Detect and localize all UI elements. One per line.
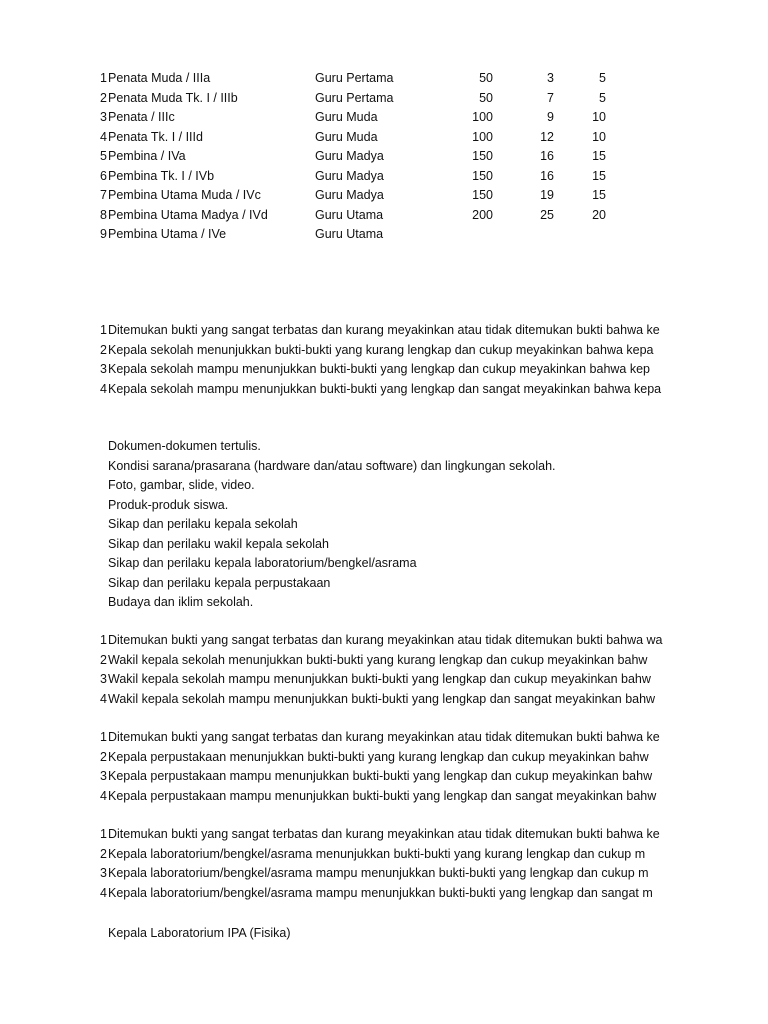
item-text: Kepala laboratorium/bengkel/asrama menunjukkan bukti-bukti yang kurang lengkap dan cukup m: [108, 846, 646, 861]
list-item: Kondisi sarana/prasarana (hardware dan/atau software) dan lingkungan sekolah.: [108, 458, 556, 473]
list-item: [0, 728, 670, 748]
item-number: 2: [100, 652, 107, 667]
value-cell: 25: [540, 207, 554, 222]
value-cell: 150: [472, 149, 493, 163]
jabatan-cell: Guru Pertama: [315, 71, 394, 85]
value-cell: 10: [592, 129, 606, 144]
row-number: 8: [100, 207, 107, 222]
list-item: Sikap dan perilaku wakil kepala sekolah: [108, 536, 329, 551]
table-row: [0, 206, 640, 226]
list-item: [0, 341, 670, 361]
item-text: Ditemukan bukti yang sangat terbatas dan kurang meyakinkan atau tidak ditemukan bukti bahwa wa: [108, 633, 663, 647]
value-cell: 19: [540, 188, 554, 202]
value-cell: 10: [592, 110, 606, 124]
item-number: 4: [100, 691, 107, 706]
list-item: Dokumen-dokumen tertulis.: [108, 439, 261, 453]
row-number: 6: [100, 168, 107, 183]
value-cell: 7: [547, 90, 554, 105]
jabatan-cell: Guru Madya: [315, 168, 384, 183]
pangkat-cell: Penata Muda Tk. I / IIIb: [108, 90, 238, 105]
row-number: 3: [100, 110, 107, 124]
item-number: 3: [100, 362, 107, 376]
item-text: Wakil kepala sekolah mampu menunjukkan bukti-bukti yang lengkap dan cukup meyakinkan bahw: [108, 672, 651, 686]
item-text: Kepala sekolah menunjukkan bukti-bukti yang kurang lengkap dan cukup meyakinkan bahwa kepa: [108, 342, 654, 357]
pangkat-cell: Pembina Utama Madya / IVd: [108, 207, 268, 222]
item-text: Kepala laboratorium/bengkel/asrama mampu menunjukkan bukti-bukti yang lengkap dan sangat m: [108, 885, 653, 900]
row-number: 1: [100, 71, 107, 85]
list-item: [0, 884, 670, 904]
value-cell: 150: [472, 188, 493, 202]
value-cell: 100: [472, 110, 493, 124]
section-heading: Kepala Laboratorium IPA (Fisika): [108, 926, 291, 940]
value-cell: 100: [472, 129, 493, 144]
table-row: [0, 128, 640, 148]
value-cell: 50: [479, 90, 493, 105]
list-item: Sikap dan perilaku kepala laboratorium/bengkel/asrama: [108, 556, 417, 570]
list-item: [0, 845, 670, 865]
value-cell: 15: [592, 149, 606, 163]
value-cell: 20: [592, 207, 606, 222]
value-cell: 15: [592, 188, 606, 202]
jabatan-cell: Guru Madya: [315, 188, 384, 202]
pangkat-cell: Pembina Tk. I / IVb: [108, 168, 215, 183]
item-number: 4: [100, 381, 107, 396]
item-number: 4: [100, 788, 107, 803]
row-number: 5: [100, 149, 107, 163]
item-text: Kepala perpustakaan menunjukkan bukti-bukti yang kurang lengkap dan cukup meyakinkan bahw: [108, 749, 649, 764]
list-item: [0, 321, 670, 341]
row-number: 2: [100, 90, 107, 105]
list-item: [0, 360, 670, 380]
item-number: 1: [100, 827, 107, 841]
item-number: 1: [100, 323, 107, 337]
table-row: [0, 225, 640, 245]
item-text: Kepala sekolah mampu menunjukkan bukti-bukti yang lengkap dan sangat meyakinkan bahwa kepa: [108, 381, 662, 396]
table-row: [0, 89, 640, 109]
table-row: [0, 108, 640, 128]
table-row: [0, 186, 640, 206]
item-text: Ditemukan bukti yang sangat terbatas dan kurang meyakinkan atau tidak ditemukan bukti bahwa ke: [108, 827, 660, 841]
value-cell: 5: [599, 90, 606, 105]
list-item: [0, 825, 670, 845]
item-number: 1: [100, 730, 107, 744]
row-number: 4: [100, 129, 107, 144]
item-text: Ditemukan bukti yang sangat terbatas dan kurang meyakinkan atau tidak ditemukan bukti bahwa ke: [108, 730, 660, 744]
pangkat-cell: Pembina / IVa: [108, 149, 186, 163]
jabatan-cell: Guru Madya: [315, 149, 384, 163]
value-cell: 150: [472, 168, 493, 183]
item-text: Wakil kepala sekolah mampu menunjukkan bukti-bukti yang lengkap dan sangat meyakinkan bahw: [108, 691, 656, 706]
list-item: Produk-produk siswa.: [108, 497, 229, 512]
item-text: Kepala sekolah mampu menunjukkan bukti-bukti yang lengkap dan cukup meyakinkan bahwa kep: [108, 362, 651, 376]
item-text: Kepala perpustakaan mampu menunjukkan bukti-bukti yang lengkap dan cukup meyakinkan bahw: [108, 769, 653, 783]
list-item: [0, 748, 670, 768]
pangkat-cell: Penata / IIIc: [108, 110, 175, 124]
value-cell: 15: [592, 168, 606, 183]
item-number: 2: [100, 342, 107, 357]
row-number: 9: [100, 227, 107, 241]
item-number: 3: [100, 866, 107, 880]
list-item: [0, 787, 670, 807]
value-cell: 12: [540, 129, 554, 144]
value-cell: 50: [479, 71, 493, 85]
table-row: [0, 167, 640, 187]
list-item: Foto, gambar, slide, video.: [108, 478, 255, 492]
value-cell: 16: [540, 168, 554, 183]
list-item: [0, 864, 670, 884]
item-number: 1: [100, 633, 107, 647]
list-item: [0, 690, 670, 710]
value-cell: 200: [472, 207, 493, 222]
pangkat-cell: Pembina Utama / IVe: [108, 227, 227, 241]
value-cell: 3: [547, 71, 554, 85]
item-number: 2: [100, 749, 107, 764]
jabatan-cell: Guru Utama: [315, 207, 384, 222]
jabatan-cell: Guru Muda: [315, 110, 378, 124]
jabatan-cell: Guru Utama: [315, 227, 384, 241]
pangkat-cell: Penata Muda / IIIa: [108, 71, 211, 85]
item-text: Kepala perpustakaan mampu menunjukkan bukti-bukti yang lengkap dan sangat meyakinkan bahw: [108, 788, 657, 803]
item-text: Wakil kepala sekolah menunjukkan bukti-bukti yang kurang lengkap dan cukup meyakinkan bahw: [108, 652, 648, 667]
list-item: [0, 651, 670, 671]
item-number: 4: [100, 885, 107, 900]
list-item: [0, 380, 670, 400]
item-number: 3: [100, 769, 107, 783]
table-row: [0, 147, 640, 167]
value-cell: 5: [599, 71, 606, 85]
item-number: 3: [100, 672, 107, 686]
list-item: [0, 670, 670, 690]
item-text: Kepala laboratorium/bengkel/asrama mampu menunjukkan bukti-bukti yang lengkap dan cukup m: [108, 866, 649, 880]
pangkat-cell: Pembina Utama Muda / IVc: [108, 188, 261, 202]
list-item: Sikap dan perilaku kepala sekolah: [108, 517, 298, 531]
jabatan-cell: Guru Pertama: [315, 90, 394, 105]
jabatan-cell: Guru Muda: [315, 129, 378, 144]
value-cell: 16: [540, 149, 554, 163]
value-cell: 9: [547, 110, 554, 124]
pangkat-cell: Penata Tk. I / IIId: [108, 129, 203, 144]
list-item: [0, 631, 670, 651]
list-item: [0, 767, 670, 787]
table-row: [0, 69, 640, 89]
item-text: Ditemukan bukti yang sangat terbatas dan kurang meyakinkan atau tidak ditemukan bukti bahwa ke: [108, 323, 660, 337]
list-item: Budaya dan iklim sekolah.: [108, 595, 254, 609]
row-number: 7: [100, 188, 107, 202]
list-item: Sikap dan perilaku kepala perpustakaan: [108, 575, 331, 590]
item-number: 2: [100, 846, 107, 861]
